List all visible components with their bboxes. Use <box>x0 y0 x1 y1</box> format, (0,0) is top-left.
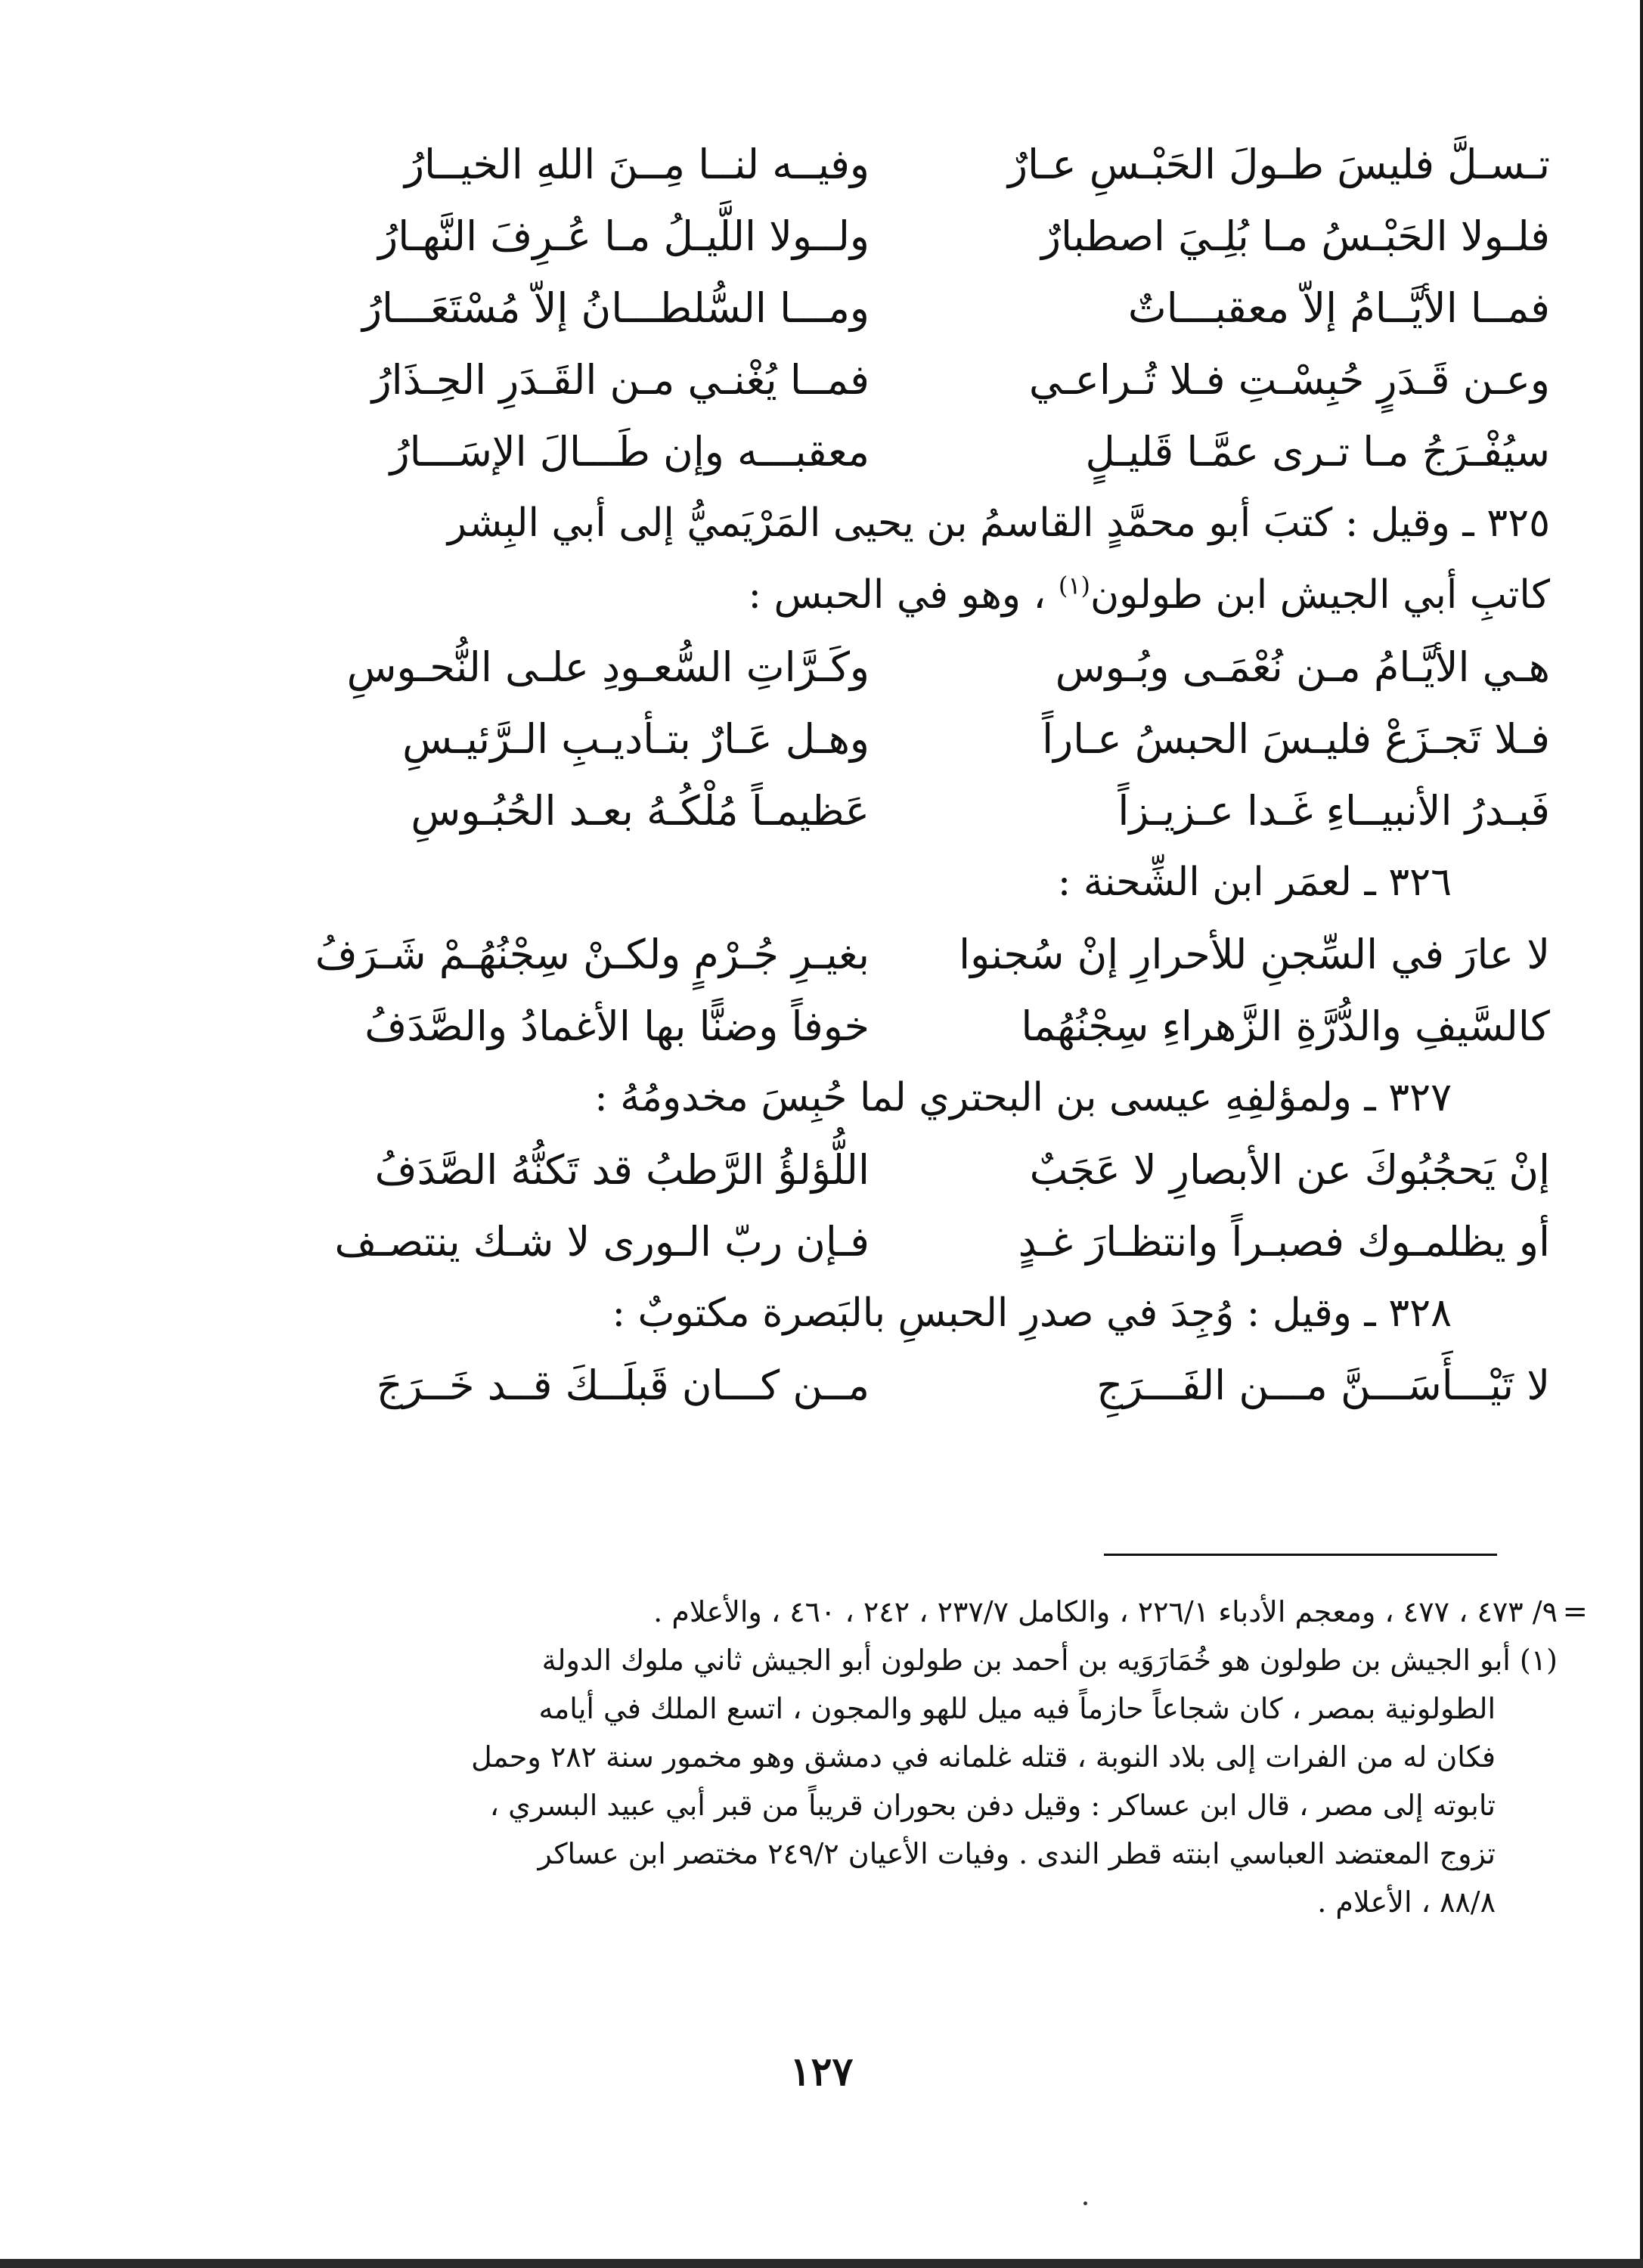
first-hemistich: لا تَيْـــأَسَـــنَّ مـــن الفَـــرَجِ <box>1096 1362 1550 1409</box>
poem-block-3 <box>280 919 1550 1062</box>
poem-block-5 <box>280 1349 1550 1421</box>
poem-block-2 <box>280 631 1550 847</box>
second-hemistich: ومـــا السُّلطـــانُ إلاّ مُسْتَعَـــارُ <box>361 284 870 332</box>
poem-block-4 <box>280 1134 1550 1278</box>
footnote-separator <box>1104 1554 1497 1556</box>
first-hemistich: فمــا الأيَّــامُ إلاّ معقبـــاتٌ <box>1127 284 1550 332</box>
entry-326-heading: ٣٢٦ ـ لعمَر ابن الشِّحنة : <box>1057 860 1452 905</box>
second-hemistich: ولــولا اللَّيـلُ مـا عُـرِفَ النَّهـارُ <box>378 212 870 260</box>
scan-bottom-edge <box>0 2259 1643 2268</box>
second-hemistich: خوفاً وضنًّا بها الأغمادُ والصَّدَفُ <box>364 1002 870 1050</box>
second-hemistich: مــن كـــان قَبلَــكَ قــد خَــرَجَ <box>376 1362 870 1409</box>
verse-line <box>280 631 1550 703</box>
poem-block-1 <box>280 129 1550 488</box>
main-text <box>280 129 1550 1421</box>
footnote-1-line: ٨٨/٨ ، الأعلام . <box>1317 1885 1496 1919</box>
second-hemistich: وكَـرَّاتِ السُّعـودِ علـى النُّحـوسِ <box>346 643 870 691</box>
second-hemistich: معقبـــه وإن طَـــالَ الإسَـــارُ <box>389 428 870 476</box>
first-hemistich: سيُفْـرَجُ مـا تـرى عمَّـا قَليـلٍ <box>1085 428 1550 476</box>
footnote-1-line: (١) أبو الجيش بن طولون هو خُمَارَوَيه بن أحمد بن طولون أبو الجيش ثاني ملوك الدولة <box>541 1644 1558 1677</box>
first-hemistich: لا عارَ في السِّجنِ للأحرارِ إنْ سُجنوا <box>959 931 1550 978</box>
scan-speck <box>1083 2201 1087 2205</box>
verse-line <box>280 990 1550 1062</box>
page-edge <box>1640 0 1643 2268</box>
verse-line <box>280 344 1550 416</box>
verse-line <box>280 919 1550 990</box>
first-hemistich: فَبـدرُ الأنبيــاءِ غَـدا عـزيـزاً <box>1118 787 1550 835</box>
first-hemistich: كالسَّيفِ والدُّرَّةِ الزَّهراءِ سِجْنُهُما <box>1021 1002 1550 1050</box>
continuation-marker: = <box>1562 1594 1588 1629</box>
first-hemistich: تـسـلَّ فليسَ طـولَ الحَبْـسِ عـارٌ <box>1007 141 1550 188</box>
second-hemistich: اللُّؤلؤُ الرَّطبُ قد تَكنُّهُ الصَّدَفُ <box>374 1146 870 1194</box>
entry-325-line-1: ٣٢٥ ـ وقيل : كتبَ أبو محمَّدٍ القاسمُ بن يحيى المَرْيَميُّ إلى أبي البِشر <box>447 500 1550 546</box>
second-hemistich: وهـل عَـارٌ بتـأديـبِ الـرَّئيـسِ <box>402 715 870 763</box>
second-hemistich: فـإن ربّ الـورى لا شـك ينتصـف <box>334 1218 870 1266</box>
verse-line <box>280 1206 1550 1278</box>
first-hemistich: إنْ يَحجُبُوكَ عن الأبصارِ لا عَجَبٌ <box>1029 1146 1550 1194</box>
verse-line <box>280 703 1550 775</box>
second-hemistich: بغيـرِ جُـرْمٍ ولكـنْ سِجْنُهُـمْ شَـرَفُ <box>315 931 870 978</box>
second-hemistich: فمــا يُغْنـي مـن القَـدَرِ الحِـذَارُ <box>371 356 870 404</box>
verse-line <box>280 416 1550 488</box>
verse-line <box>280 272 1550 344</box>
footnote-1-line: الطولونية بمصر ، كان شجاعاً حازماً فيه ميل للهو والمجون ، اتسع الملك في أيامه <box>538 1692 1496 1725</box>
entry-325-text: كاتبِ أبي الجيش ابن طولون <box>1090 572 1550 618</box>
first-hemistich: هـي الأيَّـامُ مـن نُعْمَـى وبُـوس <box>1055 643 1550 691</box>
first-hemistich: فـلا تَجـزَعْ فليـسَ الحبسُ عـاراً <box>1042 715 1550 763</box>
verse-line <box>280 1349 1550 1421</box>
verse-line <box>280 775 1550 847</box>
first-hemistich: أو يظلمـوك فصبـراً وانتظـارَ غـدٍ <box>1018 1218 1550 1266</box>
footnote-reference: (١) <box>1058 571 1090 600</box>
verse-line <box>280 1134 1550 1206</box>
first-hemistich: وعـن قَـدَرٍ حُبِسْـتِ فـلا تُـراعـي <box>1028 356 1550 404</box>
verse-line <box>280 200 1550 272</box>
entry-325-text-end: ، وهو في الحبس : <box>748 572 1059 618</box>
entry-328-heading: ٣٢٨ ـ وقيل : وُجِدَ في صدرِ الحبسِ بالبَصرة مكتوبٌ : <box>612 1290 1452 1336</box>
second-hemistich: عَظيمـاً مُلْكُـهُ بعـد الحُبُـوسِ <box>411 787 870 835</box>
page-number: ١٢٧ <box>789 2049 854 2095</box>
second-hemistich: وفيــه لنــا مِــنَ اللهِ الخيــارُ <box>404 141 870 188</box>
verse-line <box>280 129 1550 200</box>
entry-327-heading: ٣٢٧ ـ ولمؤلفِهِ عيسى بن البحتري لما حُبِسَ مخدومُهُ : <box>594 1075 1452 1120</box>
footnotes <box>318 1588 1588 1926</box>
footnote-1-line: تابوته إلى مصر ، قال ابن عساكر : وقيل دفن بحوران قريباً من قبر أبي عبيد البسري ، <box>489 1789 1496 1822</box>
entry-325-line-2 <box>280 559 1550 631</box>
footnote-1-line: فكان له من الفرات إلى بلاد النوبة ، قتله غلمانه في دمشق وهو مخمور سنة ٢٨٢ وحمل <box>471 1740 1496 1774</box>
footnote-1-line: تزوج المعتضد العباسي ابنته قطر الندى . وفيات الأعيان ٢٤٩/٢ مختصر ابن عساكر <box>538 1837 1496 1870</box>
first-hemistich: فلـولا الحَبْـسُ مـا بُلِـيَ اصطبارٌ <box>1040 212 1550 260</box>
footnote-continuation: ٩/ ٤٧٣ ، ٤٧٧ ، ومعجم الأدباء ٢٢٦/١ ، والكامل ٢٣٧/٧ ، ٢٤٢ ، ٤٦٠ ، والأعلام . <box>653 1595 1558 1628</box>
